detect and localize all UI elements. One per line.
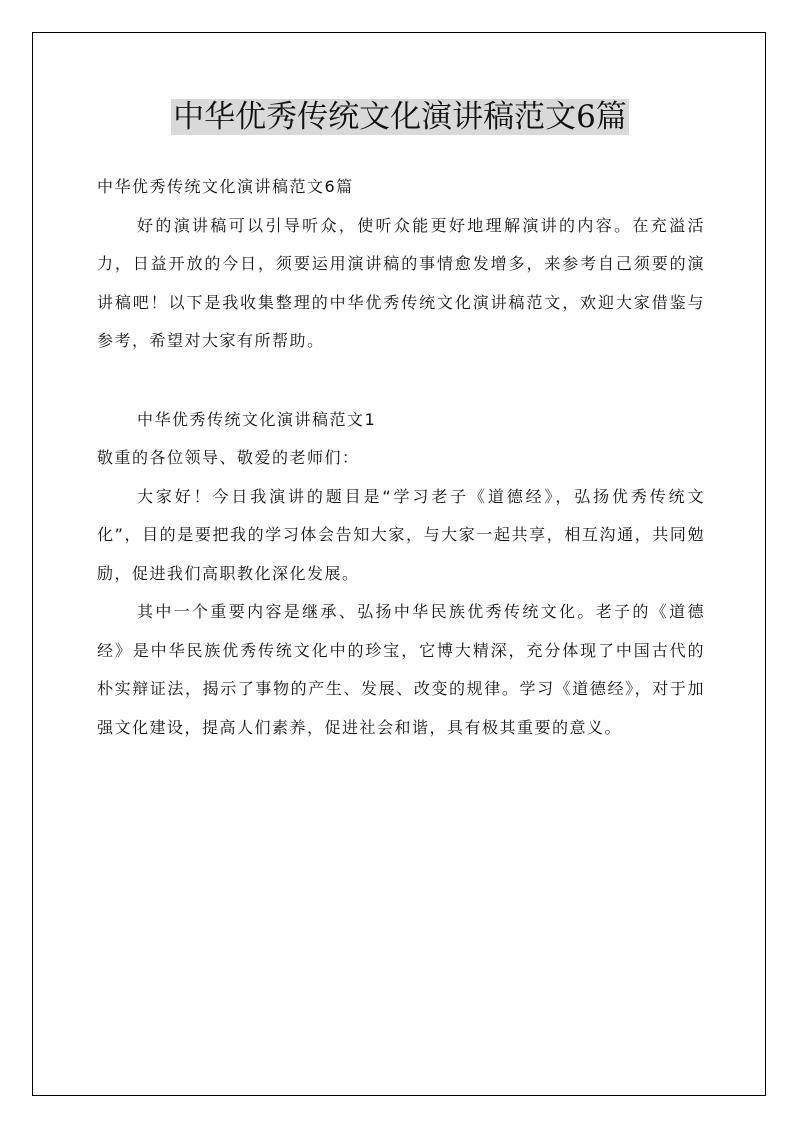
section-heading: 中华优秀传统文化演讲稿范文1 bbox=[137, 409, 377, 429]
body-paragraph: 大家好！今日我演讲的题目是“学习老子《道德经》，弘扬优秀传统文化”，目的是要把我的学习体会告知大家，与大家一起共享，相互沟通，共同勉励，促进我们高职教化深化发展。 bbox=[97, 486, 705, 583]
subtitle-paragraph: 中华优秀传统文化演讲稿范文6篇 bbox=[97, 177, 354, 196]
document-title bbox=[0, 96, 800, 138]
document-title-text: 中华优秀传统文化演讲稿范文6篇 bbox=[173, 99, 627, 135]
intro-paragraph: 好的演讲稿可以引导听众，使听众能更好地理解演讲的内容。在充溢活力，日益开放的今日，须要运用演讲稿的事情愈发增多，来参考自己须要的演讲稿吧！以下是我收集整理的中华优秀传统文化演讲稿范文，欢迎大家借鉴与参考，希望对大家有所帮助。 bbox=[97, 215, 705, 350]
body-paragraph: 其中一个重要内容是继承、弘扬中华民族优秀传统文化。老子的《道德经》是中华民族优秀传统文化中的珍宝，它博大精深，充分体现了中国古代的朴实辩证法，揭示了事物的产生、发展、改变的规律。学习《道德经》，对于加强文化建设，提高人们素养，促进社会和谐，具有极其重要的意义。 bbox=[97, 602, 705, 737]
document-body bbox=[97, 168, 705, 747]
salutation-paragraph: 敬重的各位领导、敬爱的老师们： bbox=[97, 448, 360, 467]
